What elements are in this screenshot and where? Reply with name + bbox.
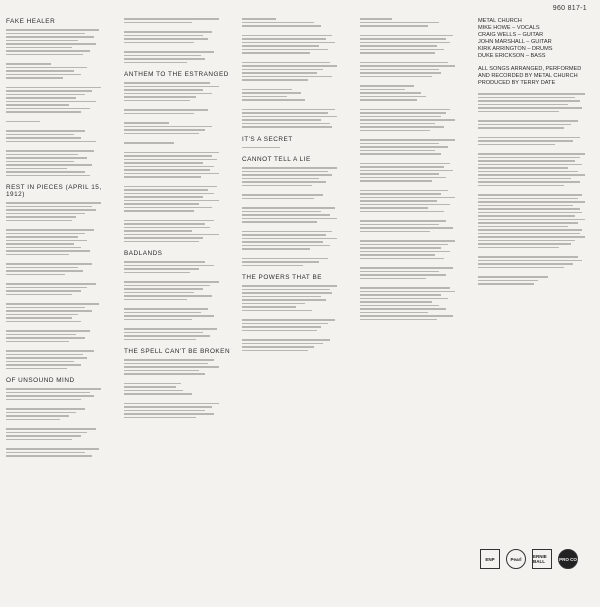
credits-fine-print — [478, 93, 594, 285]
member: DUKE ERICKSON – BASS — [478, 53, 546, 59]
song-of-unsound-mind — [6, 377, 119, 457]
enp-logo: ENP — [480, 549, 500, 569]
lyrics-text — [6, 202, 119, 369]
lyrics-continued — [242, 18, 355, 128]
arranged-line: ALL SONGS ARRANGED, PERFORMED AND RECORDED BY METAL CHURCH — [478, 66, 582, 79]
song-title: OF UNSOUND MIND — [6, 377, 75, 384]
lyrics-column-4 — [360, 18, 473, 597]
member: KIRK ARRINGTON – DRUMS — [478, 46, 553, 52]
credits-column — [478, 18, 594, 597]
lyrics-text — [242, 147, 355, 149]
lyrics-text — [124, 18, 237, 63]
song-title: REST IN PIECES (APRIL 15, 1912) — [6, 184, 102, 198]
lyrics-column-3 — [242, 18, 355, 597]
song-the-powers-that-be — [242, 274, 355, 351]
lyrics-continued — [124, 18, 237, 63]
song-the-spell-cant-be-broken — [124, 348, 237, 418]
member: MIKE HOWE – VOCALS — [478, 25, 540, 31]
lyrics-text — [6, 29, 119, 176]
member: JOHN MARSHALL – GUITAR — [478, 39, 552, 45]
lyrics-text — [6, 388, 119, 457]
song-cannot-tell-a-lie — [242, 156, 355, 266]
song-title: ANTHEM TO THE ESTRANGED — [124, 71, 229, 78]
song-title: BADLANDS — [124, 250, 163, 257]
lyrics-text — [124, 82, 237, 242]
member: CRAIG WELLS – GUITAR — [478, 32, 544, 38]
lyrics-text — [242, 285, 355, 351]
song-title: CANNOT TELL A LIE — [242, 156, 311, 163]
lyrics-column-2 — [124, 18, 237, 597]
production-credits — [478, 66, 594, 87]
song-its-a-secret — [242, 136, 355, 149]
song-title: THE SPELL CAN'T BE BROKEN — [124, 348, 231, 355]
sponsor-logos — [480, 546, 592, 572]
lyrics-text — [242, 167, 355, 266]
song-anthem-to-the-estranged — [124, 71, 237, 242]
song-fake-healer — [6, 18, 119, 176]
lyrics-text — [124, 359, 237, 418]
ernie-ball-logo: ERNIE BALL — [532, 549, 552, 569]
pearl-logo: Pearl — [506, 549, 526, 569]
band-name: METAL CHURCH — [478, 18, 522, 24]
catalog-number: 960 817-1 — [552, 5, 587, 12]
song-rest-in-pieces — [6, 184, 119, 369]
band-lineup — [478, 18, 594, 60]
lyrics-text — [360, 18, 473, 320]
producer-line: PRODUCED BY TERRY DATE — [478, 80, 556, 86]
lyrics-text — [242, 18, 355, 128]
song-title: THE POWERS THAT BE — [242, 274, 323, 281]
lyrics-column-1 — [6, 18, 119, 597]
song-title: FAKE HEALER — [6, 18, 56, 25]
song-title: IT'S A SECRET — [242, 135, 293, 143]
lyrics-text — [124, 261, 237, 340]
lyrics-continued — [360, 18, 473, 320]
pro-co-logo: PRO CO — [558, 549, 578, 569]
song-badlands — [124, 250, 237, 340]
